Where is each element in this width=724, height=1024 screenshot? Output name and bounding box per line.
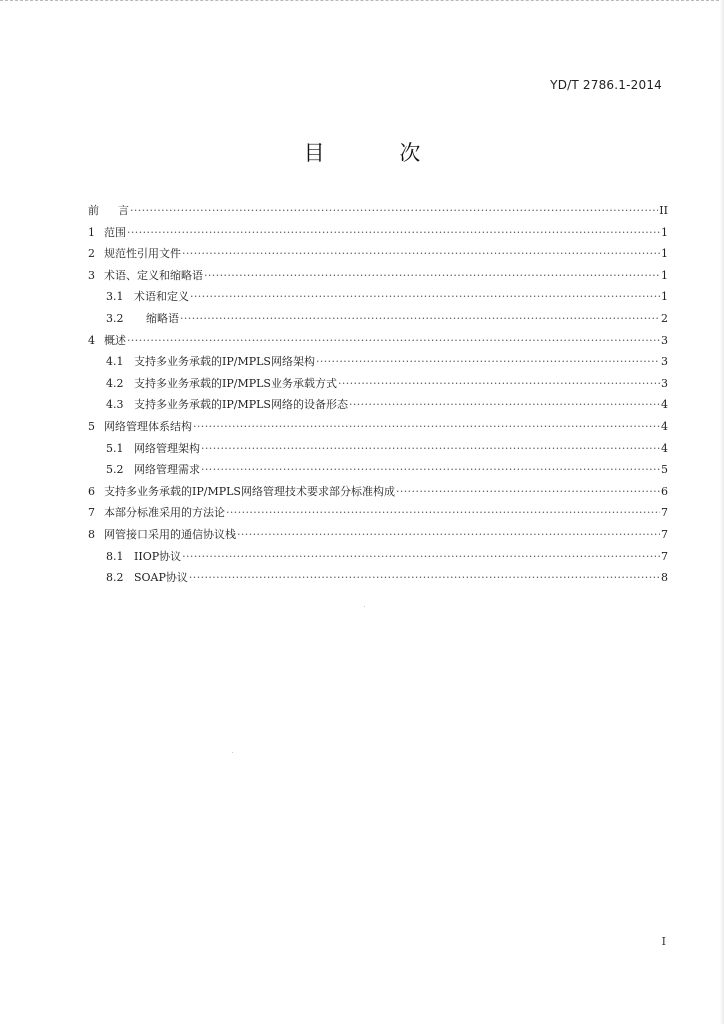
scan-speck	[232, 752, 233, 753]
standard-code: YD/T 2786.1-2014	[550, 78, 662, 92]
toc-entry-number: 4.1	[106, 355, 124, 369]
toc-entry-3[interactable]	[88, 265, 668, 287]
toc-entry-page: 1	[661, 268, 668, 282]
toc-entry-number: 4.3	[106, 398, 124, 412]
toc-entry-label: 网络管理架构	[134, 441, 200, 455]
toc-entry-page: 2	[661, 311, 668, 325]
toc-leader-dots	[182, 243, 660, 265]
scan-top-edge	[0, 0, 724, 5]
toc-entry-label: 术语、定义和缩略语	[104, 268, 203, 282]
toc-entry-page: 4	[661, 419, 668, 433]
toc-entry-4[interactable]	[88, 330, 668, 352]
toc-entry-page: 4	[661, 441, 668, 455]
toc-leader-dots	[180, 308, 660, 330]
toc-leader-dots	[396, 481, 660, 503]
toc-entry-number: 1	[88, 225, 95, 239]
toc-entry-number: 7	[88, 506, 95, 520]
toc-entry-number: 前	[88, 204, 99, 217]
toc-leader-dots	[338, 373, 660, 395]
toc-entry-label: 支持多业务承载的IP/MPLS网络管理技术要求部分标准构成	[104, 484, 395, 498]
toc-entry-page: 7	[661, 527, 668, 541]
toc-entry-number: 3.2	[106, 311, 124, 325]
toc-entry-page: 7	[661, 549, 668, 563]
toc-entry-page: II	[659, 204, 668, 217]
toc-entry-page: 8	[661, 571, 668, 585]
toc-entry-page: 1	[661, 247, 668, 261]
toc-entry-label: SOAP协议	[134, 571, 188, 585]
toc-entry-label: 概述	[104, 333, 126, 347]
toc-entry-label: 支持多业务承载的IP/MPLS网络的设备形态	[134, 398, 348, 412]
toc-entry-6[interactable]	[88, 481, 668, 503]
toc-leader-dots	[130, 200, 658, 222]
toc-entry-number: 4.2	[106, 376, 124, 390]
toc-leader-dots	[190, 286, 660, 308]
toc-entry-label: 网管接口采用的通信协议栈	[104, 527, 236, 541]
toc-entry-label: 网络管理体系结构	[104, 419, 192, 433]
toc-entry-4-2[interactable]	[88, 373, 668, 395]
toc-entry-label: 网络管理需求	[134, 463, 200, 477]
toc-entry-number: 3.1	[106, 290, 124, 304]
table-of-contents	[88, 200, 668, 589]
toc-entry-foreword[interactable]	[88, 200, 668, 222]
toc-entry-label: IIOP协议	[134, 549, 182, 563]
toc-entry-3-2[interactable]	[88, 308, 668, 330]
toc-entry-5-1[interactable]	[88, 438, 668, 460]
toc-entry-page: 7	[661, 506, 668, 520]
page-number: I	[661, 935, 666, 948]
toc-entry-4-3[interactable]	[88, 394, 668, 416]
toc-entry-page: 3	[661, 376, 668, 390]
toc-leader-dots	[204, 265, 660, 287]
toc-entry-label: 术语和定义	[134, 290, 189, 304]
toc-entry-number: 8.1	[106, 549, 124, 563]
toc-leader-dots	[193, 416, 660, 438]
toc-leader-dots	[237, 524, 660, 546]
toc-entry-label: 本部分标准采用的方法论	[104, 506, 225, 520]
toc-leader-dots	[182, 546, 660, 568]
toc-entry-page: 3	[661, 333, 668, 347]
toc-leader-dots	[201, 459, 660, 481]
toc-entry-8[interactable]	[88, 524, 668, 546]
toc-entry-label: 缩略语	[146, 311, 179, 325]
toc-entry-label: 支持多业务承载的IP/MPLS网络架构	[134, 355, 315, 369]
toc-leader-dots	[349, 394, 660, 416]
toc-entry-number: 6	[88, 484, 95, 498]
toc-entry-2[interactable]	[88, 243, 668, 265]
toc-entry-number: 8.2	[106, 571, 124, 585]
toc-entry-page: 6	[661, 484, 668, 498]
toc-leader-dots	[189, 567, 660, 589]
toc-entry-number: 8	[88, 527, 95, 541]
toc-entry-number: 3	[88, 268, 95, 282]
toc-entry-8-2[interactable]	[88, 567, 668, 589]
toc-leader-dots	[226, 502, 660, 524]
toc-leader-dots	[127, 330, 660, 352]
toc-entry-page: 4	[661, 398, 668, 412]
toc-entry-number: 5.1	[106, 441, 124, 455]
toc-entry-7[interactable]	[88, 502, 668, 524]
toc-entry-label: 规范性引用文件	[104, 247, 181, 261]
toc-entry-number: 5	[88, 419, 95, 433]
toc-entry-5[interactable]	[88, 416, 668, 438]
toc-entry-3-1[interactable]	[88, 286, 668, 308]
toc-leader-dots	[201, 438, 660, 460]
toc-leader-dots	[316, 351, 660, 373]
toc-entry-1[interactable]	[88, 222, 668, 244]
toc-entry-page: 1	[661, 225, 668, 239]
toc-entry-number: 2	[88, 247, 95, 261]
toc-entry-label: 言	[118, 204, 129, 217]
toc-entry-number: 4	[88, 333, 95, 347]
toc-entry-8-1[interactable]	[88, 546, 668, 568]
toc-entry-5-2[interactable]	[88, 459, 668, 481]
toc-entry-page: 1	[661, 290, 668, 304]
scan-speck	[364, 606, 365, 607]
toc-entry-label: 支持多业务承载的IP/MPLS业务承载方式	[134, 376, 337, 390]
toc-entry-page: 3	[661, 355, 668, 369]
toc-entry-4-1[interactable]	[88, 351, 668, 373]
toc-entry-page: 5	[661, 463, 668, 477]
toc-entry-number: 5.2	[106, 463, 124, 477]
toc-title: 目 次	[303, 141, 455, 165]
toc-leader-dots	[127, 222, 660, 244]
toc-entry-label: 范围	[104, 225, 126, 239]
